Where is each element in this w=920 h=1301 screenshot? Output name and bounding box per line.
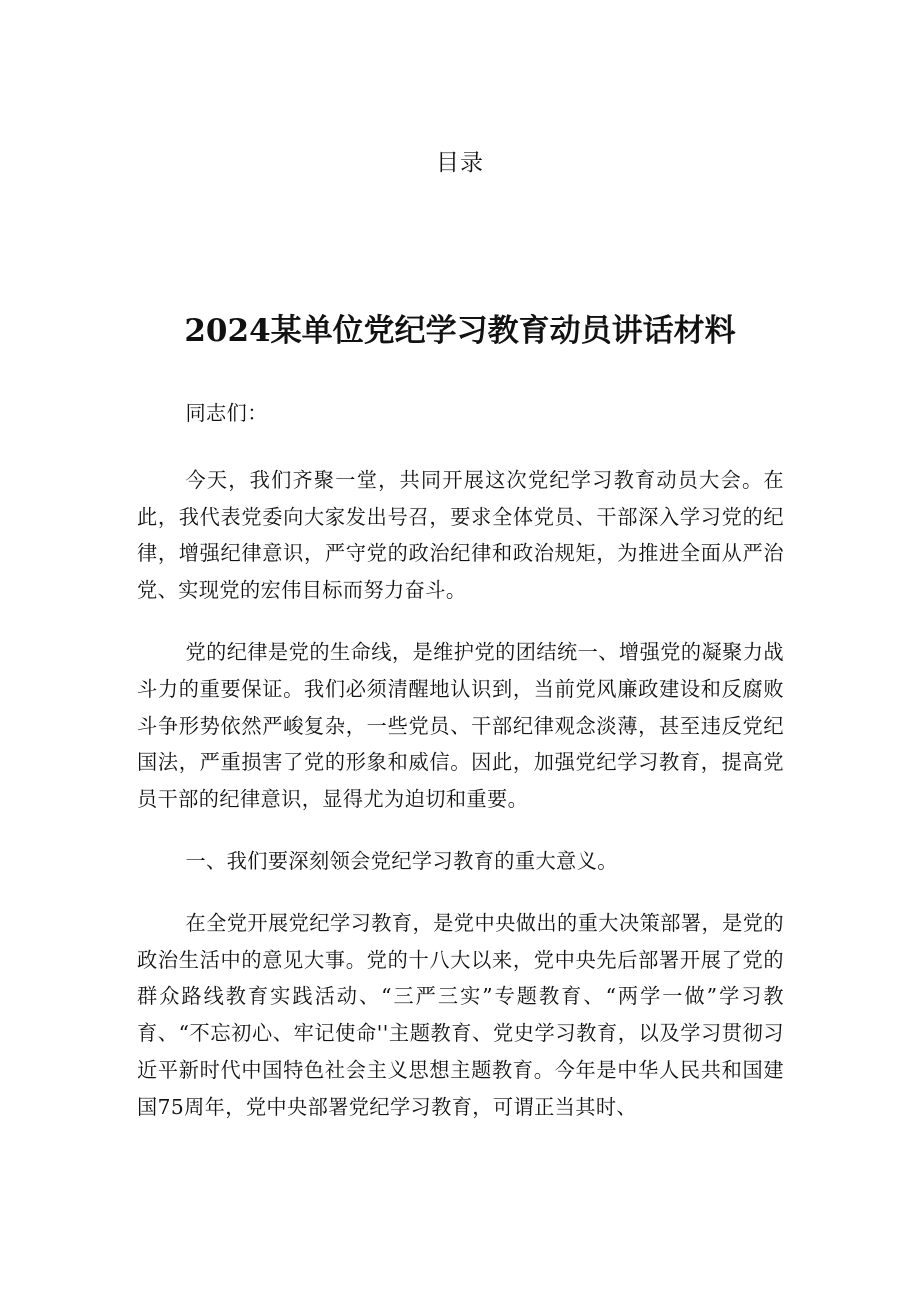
salutation: 同志们：	[185, 401, 268, 425]
paragraph-opening: 今天，我们齐聚一堂，共同开展这次党纪学习教育动员大会。在此，我代表党委向大家发出号召，要求全体党员、干部深入学习党的纪律，增强纪律意识，严守党的政治纪律和政治规矩，为推进全面从严治党、实现党的宏伟目标而努力奋斗。	[137, 467, 784, 603]
paragraph-significance: 在全党开展党纪学习教育，是党中央做出的重大决策部署，是党的政治生活中的意见大事。党的十八大以来，党中央先后部署开展了党的群众路线教育实践活动、“三严三实”专题教育、“两学一做”学习教育、“不忘初心、牢记使命''主题教育、党史学习教育，以及学习贯彻习近平新时代中国特色社会主义思想主题教育。今年是中华人民共和国建国75周年，党中央部署党纪学习教育，可谓正当其时、	[137, 910, 784, 1119]
document-body	[137, 395, 784, 1151]
section-heading-one: 一、我们要深刻领会党纪学习教育的重大意义。	[185, 848, 618, 873]
toc-title: 目录	[436, 150, 484, 176]
document-title: 2024某单位党纪学习教育动员讲话材料	[184, 313, 736, 349]
paragraph-discipline: 党的纪律是党的生命线，是维护党的团结统一、增强党的凝聚力战斗力的重要保证。我们必须清醒地认识到，当前党风廉政建设和反腐败斗争形势依然严峻复杂，一些党员、干部纪律观念淡薄，甚至违反党纪国法，严重损害了党的形象和威信。因此，加强党纪学习教育，提高党员干部的纪律意识，显得尤为迫切和重要。	[137, 639, 784, 812]
